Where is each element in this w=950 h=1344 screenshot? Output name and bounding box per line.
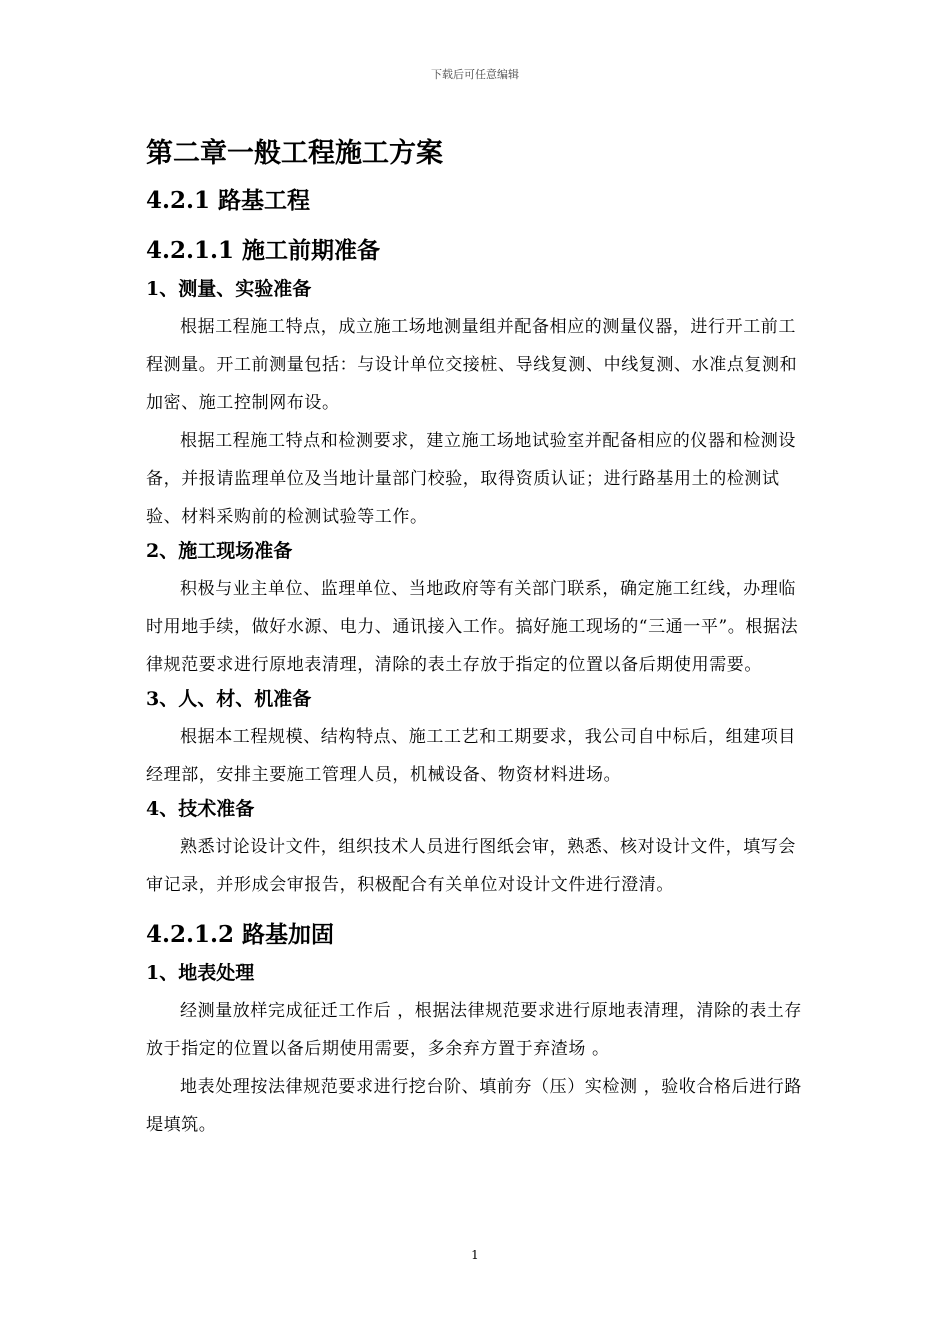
item-title: 1、地表处理 xyxy=(146,962,255,984)
item-title: 4、技术准备 xyxy=(146,798,255,820)
paragraph: 积极与业主单位、监理单位、当地政府等有关部门联系，确定施工红线，办理临时用地手续，做好水源、电力、通讯接入工作。搞好施工现场的“三通一平”。根据法律规范要求进行原地表清理，清除的表土存放于指定的位置以备后期使用需要。 xyxy=(146,579,799,675)
chapter-title: 第二章一般工程施工方案 xyxy=(146,138,443,169)
paragraph: 经测量放样完成征迁工作后 ，根据法律规范要求进行原地表清理，清除的表土存放于指定的位置以备后期使用需要，多余弃方置于弃渣场 。 xyxy=(146,1001,803,1059)
item-title: 3、人、材、机准备 xyxy=(146,688,312,710)
paragraph: 根据本工程规模、结构特点、施工工艺和工期要求，我公司自中标后，组建项目经理部，安排主要施工管理人员，机械设备、物资材料进场。 xyxy=(146,727,796,785)
subsection-title: 4.2.1.2 路基加固 xyxy=(146,921,335,948)
document-body xyxy=(146,134,806,1144)
item-title: 2、施工现场准备 xyxy=(146,540,293,562)
paragraph: 根据工程施工特点和检测要求，建立施工场地试验室并配备相应的仪器和检测设备，并报请监理单位及当地计量部门校验，取得资质认证；进行路基用土的检测试验、材料采购前的检测试验等工作。 xyxy=(146,431,796,527)
subsection-title: 4.2.1.1 施工前期准备 xyxy=(146,237,381,264)
paragraph: 根据工程施工特点，成立施工场地测量组并配备相应的测量仪器，进行开工前工程测量。开工前测量包括：与设计单位交接桩、导线复测、中线复测、水准点复测和加密、施工控制网布设。 xyxy=(146,317,798,413)
item-title: 1、测量、实验准备 xyxy=(146,278,312,300)
header-note: 下载后可任意编辑 xyxy=(431,68,519,81)
paragraph: 地表处理按法律规范要求进行挖台阶、填前夯（压）实检测 ，验收合格后进行路堤填筑。 xyxy=(146,1077,803,1135)
spacer xyxy=(146,904,806,918)
page-number: 1 xyxy=(471,1248,479,1262)
section-title: 4.2.1 路基工程 xyxy=(146,187,311,214)
paragraph: 熟悉讨论设计文件，组织技术人员进行图纸会审，熟悉、核对设计文件，填写会审记录，并形成会审报告，积极配合有关单位对设计文件进行澄清。 xyxy=(146,837,796,895)
